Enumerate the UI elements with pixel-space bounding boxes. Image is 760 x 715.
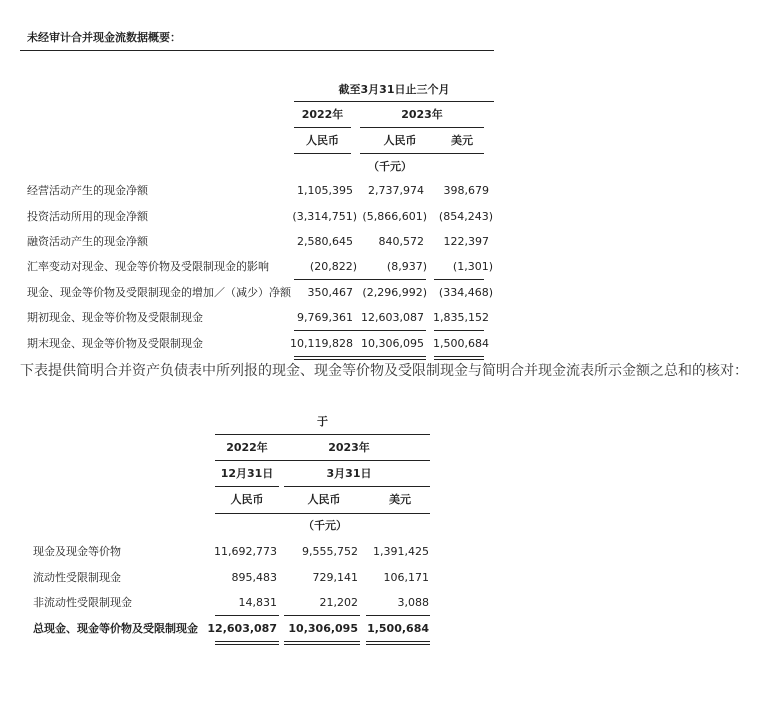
subtotal-rule — [294, 279, 426, 280]
divider — [294, 153, 351, 154]
row-label: 汇率变动对现金、现金等价物及受限制现金的影响 — [27, 260, 269, 273]
value-2022: 11,692,773 — [214, 545, 277, 558]
divider — [294, 127, 351, 128]
value-2023-rmb: (2,296,992) — [362, 286, 427, 299]
total-double-rule — [284, 641, 360, 645]
row-label: 融资活动产生的现金净额 — [27, 235, 148, 248]
value-2023-usd: 1,391,425 — [373, 545, 429, 558]
value-2023-usd: 1,835,152 — [433, 311, 489, 324]
row-label: 期初现金、现金等价物及受限制现金 — [27, 311, 203, 324]
total-2022: 12,603,087 — [207, 622, 277, 635]
total-double-rule — [215, 641, 279, 645]
subtotal-rule — [434, 279, 484, 280]
divider — [215, 434, 430, 435]
divider — [215, 513, 430, 514]
value-2023-usd: 398,679 — [443, 184, 489, 197]
date-2023-header: 3月31日 — [326, 467, 372, 480]
row-label: 现金及现金等价物 — [33, 545, 121, 558]
value-2022: (3,314,751) — [292, 210, 357, 223]
value-2022: 10,119,828 — [290, 337, 353, 350]
value-2023-usd: 3,088 — [397, 596, 429, 609]
currency-rmb-2022: 人民币 — [230, 493, 264, 506]
total-double-rule — [434, 356, 484, 360]
subtotal-rule — [434, 330, 484, 331]
subtotal-rule — [366, 615, 430, 616]
divider — [294, 101, 494, 102]
value-2023-usd: (854,243) — [438, 210, 493, 223]
year-2023-header: 2023年 — [328, 441, 370, 454]
unit-label: （千元） — [368, 160, 412, 173]
row-label: 流动性受限制现金 — [33, 571, 121, 584]
total-double-rule — [294, 356, 426, 360]
period-header: 截至3月31日止三个月 — [338, 83, 450, 96]
value-2023-rmb: (5,866,601) — [362, 210, 427, 223]
value-2023-rmb: 9,555,752 — [302, 545, 358, 558]
year-2023-header: 2023年 — [401, 108, 443, 121]
currency-rmb-2023: 人民币 — [383, 134, 417, 147]
total-double-rule — [366, 641, 430, 645]
date-2022-header: 12月31日 — [220, 467, 274, 480]
unit-label: （千元） — [303, 519, 347, 532]
value-2022: 2,580,645 — [297, 235, 353, 248]
value-2023-rmb: 2,737,974 — [368, 184, 424, 197]
currency-usd: 美元 — [451, 134, 473, 147]
year-2022-header: 2022年 — [226, 441, 268, 454]
divider — [215, 460, 430, 461]
value-2023-rmb: 729,141 — [312, 571, 358, 584]
value-2023-rmb: 10,306,095 — [361, 337, 424, 350]
value-2023-usd: (334,468) — [438, 286, 493, 299]
divider — [284, 486, 430, 487]
divider — [360, 127, 484, 128]
value-2023-usd: 106,171 — [383, 571, 429, 584]
reconciliation-paragraph: 下表提供简明合并资产负债表中所列报的现金、现金等价物及受限制现金与简明合并现金流表所示金额之总和的核对： — [20, 363, 748, 379]
year-2022-header: 2022年 — [301, 108, 344, 121]
value-2022: 14,831 — [238, 596, 277, 609]
value-2023-usd: 1,500,684 — [433, 337, 489, 350]
row-label: 期末现金、现金等价物及受限制现金 — [27, 337, 203, 350]
currency-rmb-2022: 人民币 — [306, 134, 339, 147]
value-2022: 895,483 — [231, 571, 277, 584]
row-label: 现金、现金等价物及受限制现金的增加／（减少）净额 — [27, 286, 291, 299]
divider — [215, 486, 279, 487]
value-2023-rmb: 840,572 — [378, 235, 424, 248]
title-rule — [20, 50, 494, 51]
subtotal-rule — [294, 330, 426, 331]
total-2023-rmb: 10,306,095 — [288, 622, 358, 635]
value-2023-rmb: 21,202 — [319, 596, 358, 609]
subtotal-rule — [284, 615, 360, 616]
row-label: 投资活动所用的现金净额 — [27, 210, 148, 223]
value-2022: 350,467 — [307, 286, 353, 299]
value-2022: 1,105,395 — [297, 184, 353, 197]
as-of-header: 于 — [317, 415, 328, 428]
currency-rmb-2023: 人民币 — [307, 493, 341, 506]
currency-usd: 美元 — [389, 493, 411, 506]
total-2023-usd: 1,500,684 — [367, 622, 429, 635]
row-label: 非流动性受限制现金 — [33, 596, 132, 609]
value-2023-rmb: (8,937) — [386, 260, 427, 273]
value-2023-usd: 122,397 — [443, 235, 489, 248]
row-label: 经营活动产生的现金净额 — [27, 184, 148, 197]
value-2022: 9,769,361 — [297, 311, 353, 324]
divider — [360, 153, 484, 154]
value-2023-rmb: 12,603,087 — [361, 311, 424, 324]
total-label: 总现金、现金等价物及受限制现金 — [33, 622, 198, 635]
value-2022: (20,822) — [309, 260, 357, 273]
section1-title: 未经审计合并现金流数据概要： — [27, 31, 181, 44]
subtotal-rule — [215, 615, 279, 616]
value-2023-usd: (1,301) — [452, 260, 493, 273]
